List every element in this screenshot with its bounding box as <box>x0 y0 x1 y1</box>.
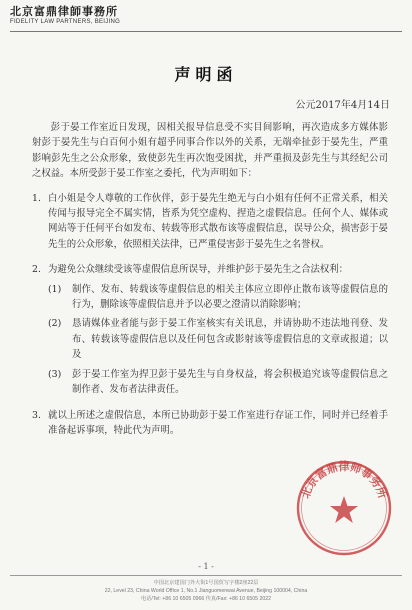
letterhead <box>10 6 120 26</box>
footer-address-chinese: 中国北京建国门外大街1号国贸写字楼2座22层 <box>153 580 259 586</box>
footer-address-english: 22, Level 23, China World Office 1, No.1 Jianguomenwai Avenue, Beijing 100004, China <box>104 588 308 594</box>
sub-item-number: (2) <box>48 318 62 330</box>
sub-item-number: (3) <box>48 368 62 380</box>
sub-item-3 <box>48 367 388 398</box>
sub-item-2 <box>48 316 388 362</box>
item-number: 1. <box>32 192 41 204</box>
footer-contact: 电话/Tel: +86 10 6505 0966 传真/Fax: +86 10 6505 2022 <box>140 596 272 602</box>
svg-text:北京富鼎律师事务所 <box>299 459 390 500</box>
firm-name-english: FIDELITY LAW PARTNERS, BEIJING <box>10 19 121 26</box>
footer <box>0 579 412 603</box>
document-title: 声明函 <box>174 65 238 84</box>
item-number: 2. <box>32 264 41 276</box>
item-text: 白小姐是令人尊敬的工作伙伴，彭于晏先生绝无与白小姐有任何不正常关系，相关传闻与报导完全不属实情，皆系为凭空虚构、捏造之虚假信息。任何个人、媒体或网站等于任何平台如发布、转载等形式散布该等虚假信息，误导公众，损害彭于晏先生的公众形象，依照相关法律，已严重侵害彭于晏先生之名誉权。 <box>48 192 388 250</box>
item-text: 就以上所述之虚假信息，本所已协助彭于晏工作室进行存证工作，同时并已经着手准备起诉事项，特此代为声明。 <box>48 409 388 436</box>
statement-item-3 <box>32 408 388 439</box>
sub-item-number: (1) <box>48 283 62 295</box>
seal-text: 北京富鼎律师事务所 <box>298 460 390 501</box>
statement-item-2 <box>32 262 388 397</box>
sub-item-1 <box>48 282 388 313</box>
document-date: 公元2017年4月14日 <box>295 100 390 111</box>
sub-item-text: 制作、发布、转载该等虚假信息的相关主体应立即停止散布该等虚假信息的行为，删除该等虚假信息并予以必要之澄清以消除影响； <box>72 283 388 311</box>
sub-item-text: 彭于晏工作室为捍卫彭于晏先生与自身权益，将会积极追究该等虚假信息之制作者、发布者法律责任。 <box>72 368 388 396</box>
header-divider <box>10 31 402 32</box>
item-text: 为避免公众继续受该等虚假信息所误导，并维护彭于晏先生之合法权利： <box>48 264 349 276</box>
document-body <box>32 120 388 448</box>
item-number: 3. <box>32 409 41 421</box>
statement-item-1 <box>32 191 388 253</box>
intro-paragraph: 彭于晏工作室近日发现，因相关报导信息受不实目间影响，再次造成多方媒体影射彭于晏先生与白百何小姐有超乎同事合作以外的关系，无端牵扯彭于晏先生，严重影响彭先生之公众形象，致使彭先生再次饱受困扰，并严重损及彭先生与其经纪公司之权益。本所受彭于晏工作室之委托，代为声明如下： <box>32 122 388 180</box>
footer-divider <box>10 575 402 576</box>
law-firm-seal <box>294 458 394 558</box>
firm-name-chinese: 北京富鼎律師事務所 <box>10 5 118 18</box>
star-icon <box>330 496 358 523</box>
page-number: - 1 - <box>198 562 214 571</box>
sub-item-text: 恳请媒体业者能与彭于晏工作室核实有关讯息，并请协助不违法地刊登、发布、转载该等虚假信息以及任何包含或影射该等虚假信息的文章或报道；以及 <box>72 318 388 361</box>
